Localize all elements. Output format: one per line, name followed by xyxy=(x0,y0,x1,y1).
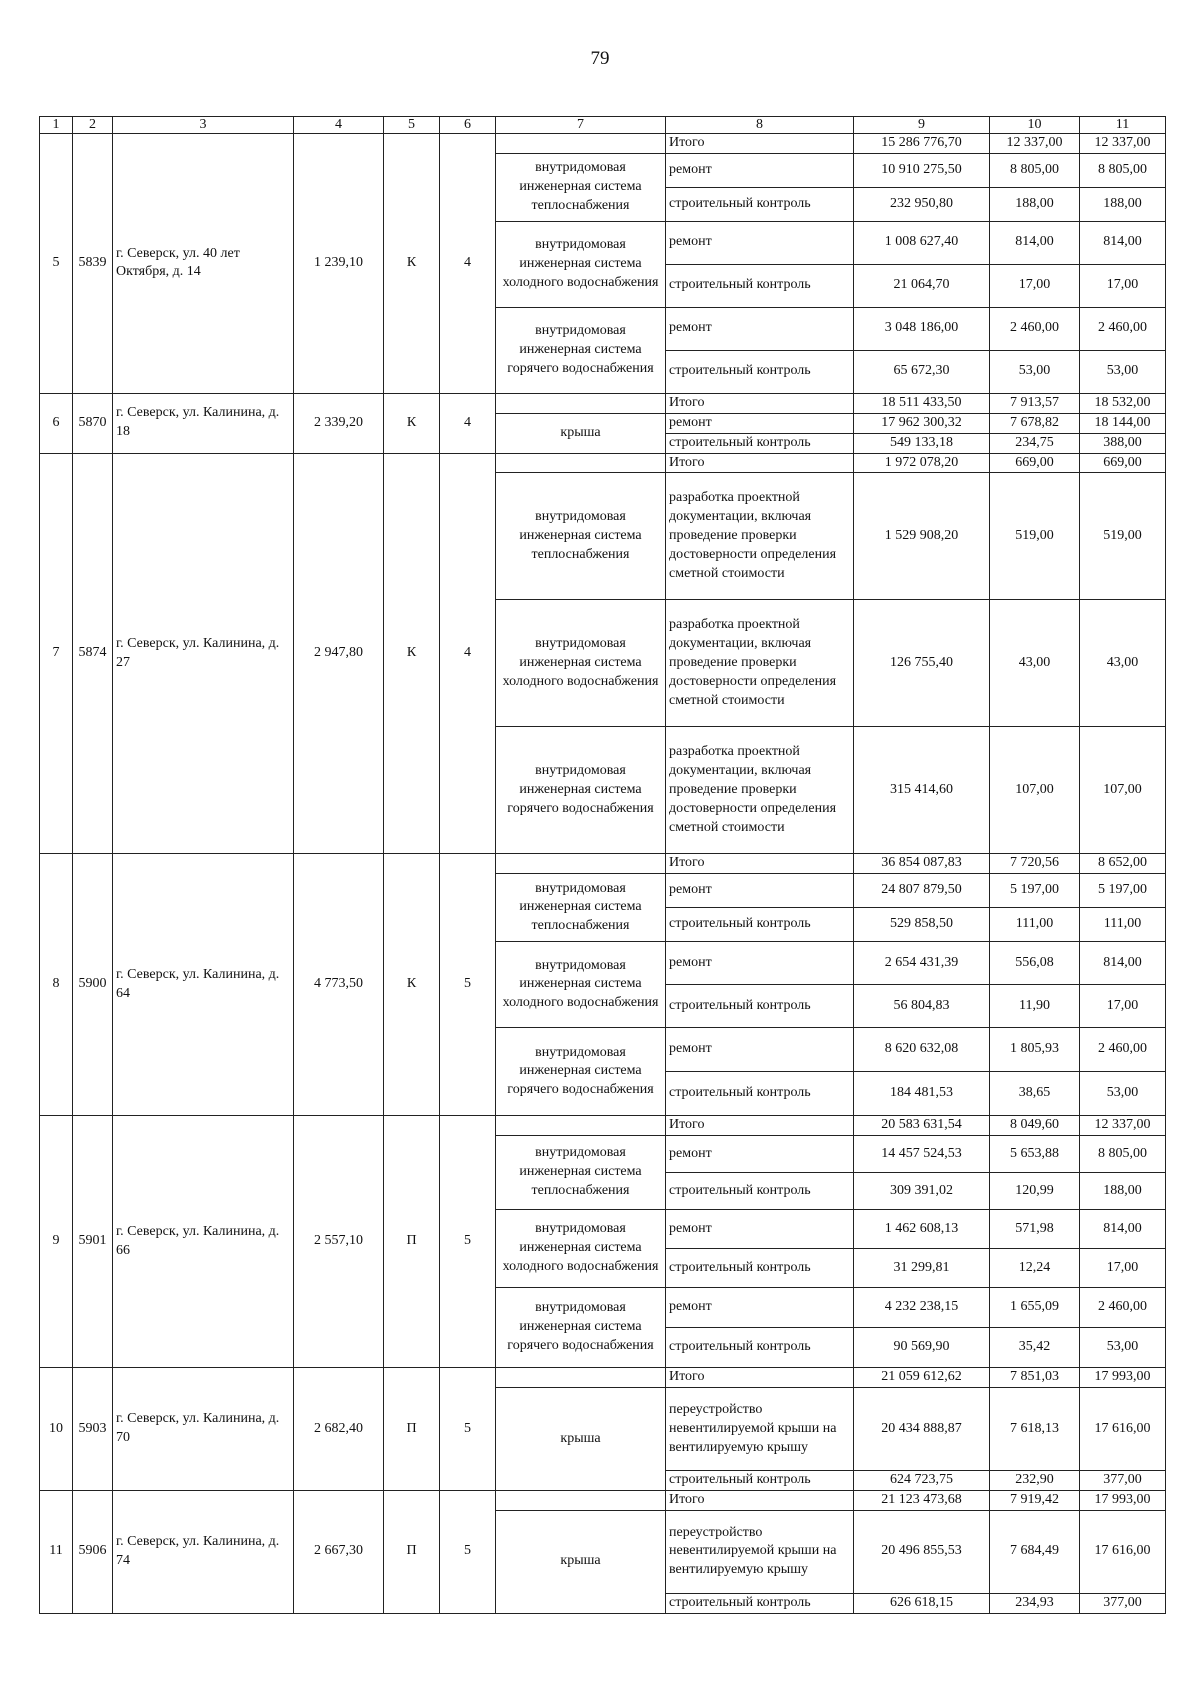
work-label: строительный контроль xyxy=(666,1328,854,1368)
cost-limit: 188,00 xyxy=(1080,1173,1166,1210)
record-code: 5839 xyxy=(73,134,113,394)
header-cell: 10 xyxy=(990,117,1080,134)
cost-total: 624 723,75 xyxy=(854,1471,990,1491)
work-label: ремонт xyxy=(666,153,854,187)
cost-limit: 669,00 xyxy=(1080,453,1166,473)
record-area: 1 239,10 xyxy=(294,134,384,394)
system-cell xyxy=(496,1368,666,1388)
page-number: 79 xyxy=(590,48,610,69)
work-label: Итого xyxy=(666,134,854,154)
cost-per-sqm: 7 851,03 xyxy=(990,1368,1080,1388)
work-label: ремонт xyxy=(666,1136,854,1173)
record-code: 5901 xyxy=(73,1116,113,1368)
header-cell: 11 xyxy=(1080,117,1166,134)
cost-per-sqm: 7 913,57 xyxy=(990,393,1080,413)
record-area: 2 667,30 xyxy=(294,1491,384,1614)
system-cell: внутридомовая инженерная система горячего водоснабжения xyxy=(496,727,666,854)
cost-per-sqm: 43,00 xyxy=(990,600,1080,727)
cost-limit: 188,00 xyxy=(1080,187,1166,221)
record-type: П xyxy=(384,1116,440,1368)
record-area: 2 339,20 xyxy=(294,393,384,453)
cost-per-sqm: 12 337,00 xyxy=(990,134,1080,154)
cost-per-sqm: 53,00 xyxy=(990,350,1080,393)
cost-per-sqm: 2 460,00 xyxy=(990,307,1080,350)
record-number: 5 xyxy=(40,134,73,394)
record-area: 2 947,80 xyxy=(294,453,384,854)
cost-limit: 18 144,00 xyxy=(1080,413,1166,433)
cost-per-sqm: 234,93 xyxy=(990,1593,1080,1613)
cost-limit: 377,00 xyxy=(1080,1593,1166,1613)
work-label: переустройство невентилируемой крыши на вентилируемую крышу xyxy=(666,1510,854,1593)
record-floors: 5 xyxy=(440,1116,496,1368)
header-cell: 3 xyxy=(113,117,294,134)
cost-total: 1 972 078,20 xyxy=(854,453,990,473)
system-cell: внутридомовая инженерная система горячего водоснабжения xyxy=(496,1028,666,1116)
work-label: ремонт xyxy=(666,942,854,985)
system-cell: внутридомовая инженерная система холодного водоснабжения xyxy=(496,221,666,307)
system-cell xyxy=(496,393,666,413)
cost-per-sqm: 5 653,88 xyxy=(990,1136,1080,1173)
work-label: Итого xyxy=(666,1368,854,1388)
cost-per-sqm: 5 197,00 xyxy=(990,874,1080,908)
record-floors: 5 xyxy=(440,1368,496,1491)
cost-per-sqm: 519,00 xyxy=(990,473,1080,600)
record-floors: 4 xyxy=(440,453,496,854)
header-cell: 5 xyxy=(384,117,440,134)
cost-total: 21 059 612,62 xyxy=(854,1368,990,1388)
work-label: строительный контроль xyxy=(666,985,854,1028)
work-label: Итого xyxy=(666,1491,854,1511)
cost-limit: 17,00 xyxy=(1080,1249,1166,1288)
cost-total: 1 462 608,13 xyxy=(854,1210,990,1249)
record-number: 7 xyxy=(40,453,73,854)
cost-limit: 17 993,00 xyxy=(1080,1491,1166,1511)
cost-limit: 53,00 xyxy=(1080,1328,1166,1368)
header-cell: 7 xyxy=(496,117,666,134)
record-address: г. Северск, ул. Калинина, д. 74 xyxy=(113,1491,294,1614)
cost-limit: 8 652,00 xyxy=(1080,854,1166,874)
record-number: 9 xyxy=(40,1116,73,1368)
work-label: ремонт xyxy=(666,1210,854,1249)
work-label: разработка проектной документации, включая проведение проверки достоверности определения сметной стоимости xyxy=(666,727,854,854)
record-address: г. Северск, ул. Калинина, д. 70 xyxy=(113,1368,294,1491)
cost-limit: 814,00 xyxy=(1080,1210,1166,1249)
record-type: К xyxy=(384,134,440,394)
cost-total: 20 583 631,54 xyxy=(854,1116,990,1136)
cost-per-sqm: 234,75 xyxy=(990,433,1080,453)
record-area: 2 557,10 xyxy=(294,1116,384,1368)
work-label: строительный контроль xyxy=(666,908,854,942)
record-code: 5874 xyxy=(73,453,113,854)
work-label: строительный контроль xyxy=(666,1593,854,1613)
cost-total: 549 133,18 xyxy=(854,433,990,453)
cost-limit: 53,00 xyxy=(1080,350,1166,393)
record-area: 4 773,50 xyxy=(294,854,384,1116)
table-row xyxy=(40,1491,1166,1511)
work-label: строительный контроль xyxy=(666,187,854,221)
header-cell: 9 xyxy=(854,117,990,134)
cost-total: 1 008 627,40 xyxy=(854,221,990,264)
cost-total: 4 232 238,15 xyxy=(854,1288,990,1328)
system-cell: внутридомовая инженерная система холодного водоснабжения xyxy=(496,942,666,1028)
record-code: 5906 xyxy=(73,1491,113,1614)
system-cell: внутридомовая инженерная система теплоснабжения xyxy=(496,153,666,221)
cost-total: 65 672,30 xyxy=(854,350,990,393)
cost-per-sqm: 120,99 xyxy=(990,1173,1080,1210)
cost-total: 24 807 879,50 xyxy=(854,874,990,908)
cost-limit: 18 532,00 xyxy=(1080,393,1166,413)
cost-limit: 17 616,00 xyxy=(1080,1388,1166,1471)
work-label: ремонт xyxy=(666,413,854,433)
system-cell: внутридомовая инженерная система горячего водоснабжения xyxy=(496,1288,666,1368)
cost-total: 17 962 300,32 xyxy=(854,413,990,433)
cost-limit: 17 993,00 xyxy=(1080,1368,1166,1388)
work-label: Итого xyxy=(666,1116,854,1136)
cost-limit: 2 460,00 xyxy=(1080,1288,1166,1328)
table-row xyxy=(40,134,1166,154)
work-label: ремонт xyxy=(666,221,854,264)
record-address: г. Северск, ул. Калинина, д. 18 xyxy=(113,393,294,453)
cost-total: 3 048 186,00 xyxy=(854,307,990,350)
work-label: строительный контроль xyxy=(666,1173,854,1210)
record-floors: 4 xyxy=(440,393,496,453)
cost-limit: 107,00 xyxy=(1080,727,1166,854)
cost-total: 15 286 776,70 xyxy=(854,134,990,154)
system-cell xyxy=(496,854,666,874)
header-cell: 1 xyxy=(40,117,73,134)
cost-per-sqm: 571,98 xyxy=(990,1210,1080,1249)
header-cell: 2 xyxy=(73,117,113,134)
cost-per-sqm: 1 805,93 xyxy=(990,1028,1080,1072)
repair-schedule-table xyxy=(39,116,1166,1614)
work-label: строительный контроль xyxy=(666,264,854,307)
work-label: Итого xyxy=(666,854,854,874)
cost-per-sqm: 7 684,49 xyxy=(990,1510,1080,1593)
cost-total: 10 910 275,50 xyxy=(854,153,990,187)
cost-limit: 519,00 xyxy=(1080,473,1166,600)
cost-limit: 388,00 xyxy=(1080,433,1166,453)
cost-per-sqm: 1 655,09 xyxy=(990,1288,1080,1328)
record-code: 5903 xyxy=(73,1368,113,1491)
cost-per-sqm: 7 720,56 xyxy=(990,854,1080,874)
cost-per-sqm: 11,90 xyxy=(990,985,1080,1028)
cost-limit: 12 337,00 xyxy=(1080,134,1166,154)
cost-per-sqm: 7 678,82 xyxy=(990,413,1080,433)
cost-total: 529 858,50 xyxy=(854,908,990,942)
cost-per-sqm: 17,00 xyxy=(990,264,1080,307)
record-address: г. Северск, ул. Калинина, д. 66 xyxy=(113,1116,294,1368)
cost-per-sqm: 669,00 xyxy=(990,453,1080,473)
work-label: строительный контроль xyxy=(666,1249,854,1288)
cost-total: 31 299,81 xyxy=(854,1249,990,1288)
cost-total: 315 414,60 xyxy=(854,727,990,854)
record-type: П xyxy=(384,1491,440,1614)
cost-limit: 111,00 xyxy=(1080,908,1166,942)
cost-per-sqm: 556,08 xyxy=(990,942,1080,985)
cost-per-sqm: 38,65 xyxy=(990,1072,1080,1116)
system-cell xyxy=(496,1116,666,1136)
record-number: 11 xyxy=(40,1491,73,1614)
record-type: К xyxy=(384,453,440,854)
work-label: Итого xyxy=(666,453,854,473)
work-label: строительный контроль xyxy=(666,433,854,453)
work-label: ремонт xyxy=(666,307,854,350)
work-label: ремонт xyxy=(666,874,854,908)
cost-limit: 8 805,00 xyxy=(1080,1136,1166,1173)
table-row xyxy=(40,1116,1166,1136)
work-label: разработка проектной документации, включая проведение проверки достоверности определения сметной стоимости xyxy=(666,473,854,600)
work-label: разработка проектной документации, включая проведение проверки достоверности определения сметной стоимости xyxy=(666,600,854,727)
system-cell: внутридомовая инженерная система холодного водоснабжения xyxy=(496,600,666,727)
record-floors: 5 xyxy=(440,1491,496,1614)
record-floors: 5 xyxy=(440,854,496,1116)
record-code: 5870 xyxy=(73,393,113,453)
cost-total: 184 481,53 xyxy=(854,1072,990,1116)
record-address: г. Северск, ул. Калинина, д. 27 xyxy=(113,453,294,854)
header-cell: 4 xyxy=(294,117,384,134)
table-row xyxy=(40,393,1166,413)
header-cell: 8 xyxy=(666,117,854,134)
table-row xyxy=(40,453,1166,473)
cost-per-sqm: 7 618,13 xyxy=(990,1388,1080,1471)
cost-total: 309 391,02 xyxy=(854,1173,990,1210)
cost-limit: 17 616,00 xyxy=(1080,1510,1166,1593)
cost-limit: 5 197,00 xyxy=(1080,874,1166,908)
work-label: ремонт xyxy=(666,1028,854,1072)
cost-limit: 8 805,00 xyxy=(1080,153,1166,187)
work-label: строительный контроль xyxy=(666,350,854,393)
record-code: 5900 xyxy=(73,854,113,1116)
table-row xyxy=(40,854,1166,874)
header-cell: 6 xyxy=(440,117,496,134)
cost-limit: 12 337,00 xyxy=(1080,1116,1166,1136)
cost-total: 2 654 431,39 xyxy=(854,942,990,985)
cost-per-sqm: 7 919,42 xyxy=(990,1491,1080,1511)
cost-per-sqm: 107,00 xyxy=(990,727,1080,854)
cost-total: 36 854 087,83 xyxy=(854,854,990,874)
system-cell: внутридомовая инженерная система холодного водоснабжения xyxy=(496,1210,666,1288)
cost-per-sqm: 111,00 xyxy=(990,908,1080,942)
system-cell: крыша xyxy=(496,1510,666,1613)
cost-limit: 814,00 xyxy=(1080,221,1166,264)
work-label: строительный контроль xyxy=(666,1471,854,1491)
system-cell xyxy=(496,1491,666,1511)
work-label: ремонт xyxy=(666,1288,854,1328)
cost-limit: 17,00 xyxy=(1080,264,1166,307)
cost-limit: 43,00 xyxy=(1080,600,1166,727)
record-address: г. Северск, ул. Калинина, д. 64 xyxy=(113,854,294,1116)
system-cell: внутридомовая инженерная система теплоснабжения xyxy=(496,473,666,600)
cost-total: 90 569,90 xyxy=(854,1328,990,1368)
system-cell: внутридомовая инженерная система теплоснабжения xyxy=(496,874,666,942)
cost-total: 20 496 855,53 xyxy=(854,1510,990,1593)
cost-per-sqm: 8 049,60 xyxy=(990,1116,1080,1136)
cost-per-sqm: 12,24 xyxy=(990,1249,1080,1288)
cost-limit: 17,00 xyxy=(1080,985,1166,1028)
cost-total: 14 457 524,53 xyxy=(854,1136,990,1173)
record-type: К xyxy=(384,854,440,1116)
record-number: 8 xyxy=(40,854,73,1116)
cost-total: 626 618,15 xyxy=(854,1593,990,1613)
cost-total: 1 529 908,20 xyxy=(854,473,990,600)
system-cell xyxy=(496,453,666,473)
record-floors: 4 xyxy=(440,134,496,394)
cost-limit: 2 460,00 xyxy=(1080,1028,1166,1072)
cost-limit: 53,00 xyxy=(1080,1072,1166,1116)
system-cell: крыша xyxy=(496,1388,666,1491)
cost-limit: 2 460,00 xyxy=(1080,307,1166,350)
cost-limit: 814,00 xyxy=(1080,942,1166,985)
cost-per-sqm: 35,42 xyxy=(990,1328,1080,1368)
cost-total: 21 123 473,68 xyxy=(854,1491,990,1511)
record-number: 10 xyxy=(40,1368,73,1491)
record-area: 2 682,40 xyxy=(294,1368,384,1491)
cost-per-sqm: 8 805,00 xyxy=(990,153,1080,187)
cost-total: 18 511 433,50 xyxy=(854,393,990,413)
cost-total: 21 064,70 xyxy=(854,264,990,307)
cost-total: 126 755,40 xyxy=(854,600,990,727)
system-cell: внутридомовая инженерная система теплоснабжения xyxy=(496,1136,666,1210)
cost-per-sqm: 814,00 xyxy=(990,221,1080,264)
record-address: г. Северск, ул. 40 лет Октября, д. 14 xyxy=(113,134,294,394)
cost-total: 8 620 632,08 xyxy=(854,1028,990,1072)
work-label: переустройство невентилируемой крыши на вентилируемую крышу xyxy=(666,1388,854,1471)
cost-limit: 377,00 xyxy=(1080,1471,1166,1491)
record-type: П xyxy=(384,1368,440,1491)
table-row xyxy=(40,1368,1166,1388)
work-label: строительный контроль xyxy=(666,1072,854,1116)
cost-total: 232 950,80 xyxy=(854,187,990,221)
record-type: К xyxy=(384,393,440,453)
system-cell xyxy=(496,134,666,154)
system-cell: внутридомовая инженерная система горячего водоснабжения xyxy=(496,307,666,393)
record-number: 6 xyxy=(40,393,73,453)
cost-total: 56 804,83 xyxy=(854,985,990,1028)
work-label: Итого xyxy=(666,393,854,413)
header-row xyxy=(40,117,1166,134)
cost-per-sqm: 188,00 xyxy=(990,187,1080,221)
cost-total: 20 434 888,87 xyxy=(854,1388,990,1471)
system-cell: крыша xyxy=(496,413,666,453)
cost-per-sqm: 232,90 xyxy=(990,1471,1080,1491)
